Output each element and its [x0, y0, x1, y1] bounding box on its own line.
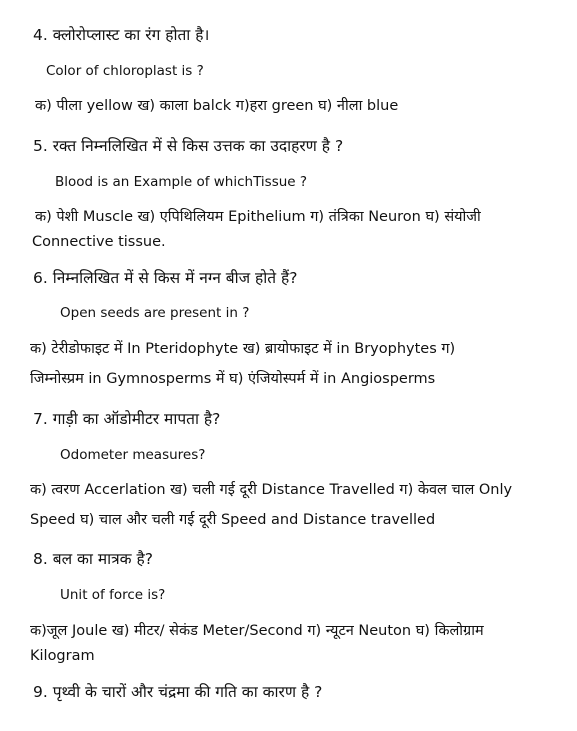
- question-7-hindi: 7. गाड़ी का ऑडोमीटर मापता है?: [33, 410, 221, 428]
- question-7-options-line-1: क) त्वरण Accerlation ख) चली गई दूरी Distance Travelled ग) केवल चाल Only: [30, 482, 513, 498]
- question-5-options-line-1: क) पेशी Muscle ख) एपिथिलियम Epithelium ग) तंत्रिका Neuron घ) संयोजी: [35, 209, 481, 225]
- question-7-options-line-2: Speed घ) चाल और चली गई दूरी Speed and Distance travelled: [30, 512, 436, 528]
- question-8-options-line-2: Kilogram: [30, 648, 95, 664]
- question-4-english: Color of chloroplast is ?: [46, 63, 204, 79]
- question-6-options-line-2: जिम्नोस्प्रम in Gymnosperms में घ) एंजियोस्पर्म में in Angiosperms: [30, 371, 436, 387]
- question-4-options: क) पीला yellow ख) काला balck ग)हरा green घ) नीला blue: [35, 98, 399, 114]
- question-6-hindi: 6. निम्नलिखित में से किस में नग्न बीज होते हैं?: [33, 269, 298, 287]
- question-5-hindi: 5. रक्त निम्नलिखित में से किस उत्तक का उदाहरण है ?: [33, 137, 344, 155]
- question-5-options-line-2: Connective tissue.: [32, 234, 166, 250]
- question-6-options-line-1: क) टेरीडोफाइट में In Pteridophyte ख) ब्रायोफाइट में in Bryophytes ग): [30, 341, 456, 357]
- question-8-english: Unit of force is?: [60, 587, 166, 603]
- question-4-hindi: 4. क्लोरोप्लास्ट का रंग होता है।: [33, 26, 210, 44]
- question-9-hindi: 9. पृथ्वी के चारों और चंद्रमा की गति का कारण है ?: [33, 683, 323, 701]
- question-6-english: Open seeds are present in ?: [60, 305, 250, 321]
- question-8-options-line-1: क)जूल Joule ख) मीटर/ सेकंड Meter/Second ग) न्यूटन Neuton घ) किलोग्राम: [30, 623, 484, 639]
- question-5-english: Blood is an Example of whichTissue ?: [55, 174, 308, 190]
- question-7-english: Odometer measures?: [60, 447, 206, 463]
- question-8-hindi: 8. बल का मात्रक है?: [33, 550, 153, 568]
